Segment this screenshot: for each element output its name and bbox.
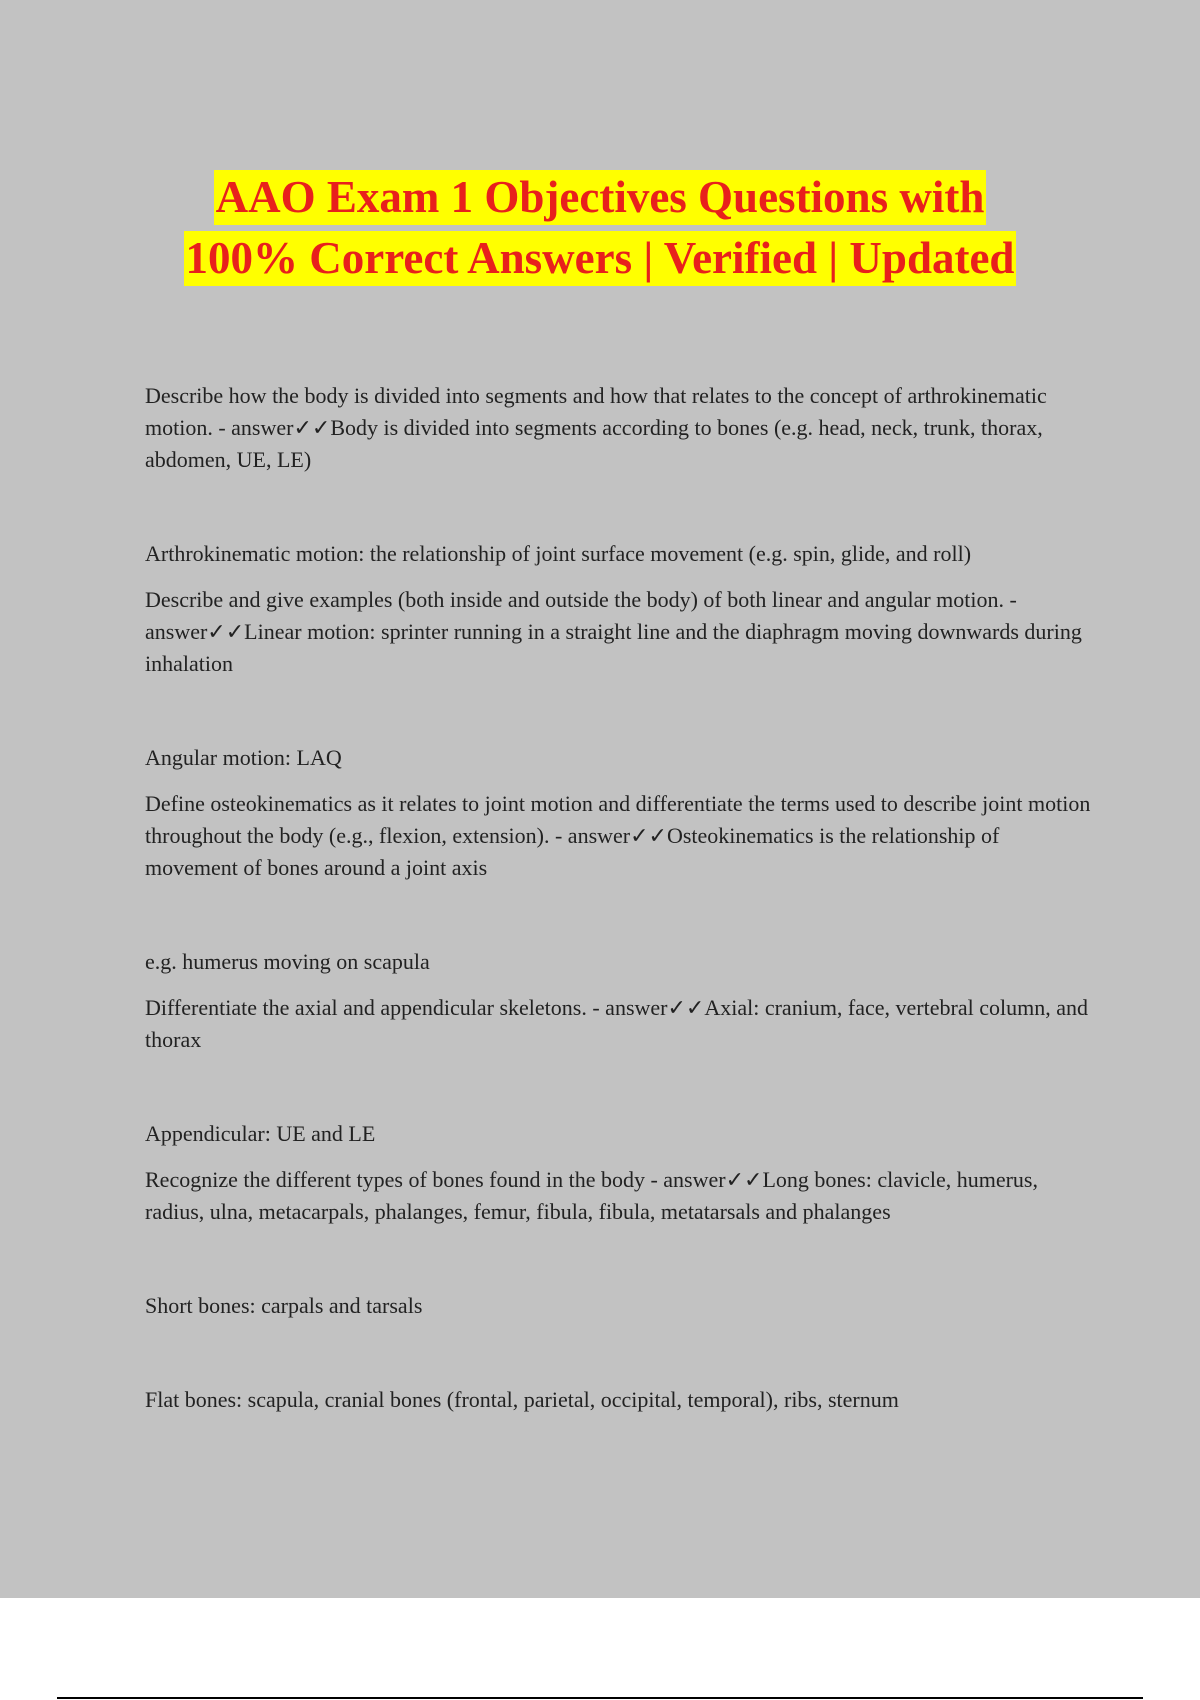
paragraph-skeletons-question: Differentiate the axial and appendicular skeletons. - answer✓✓Axial: cranium, face, vertebral column, and thorax — [145, 995, 1088, 1052]
paragraph-angular-motion: Angular motion: LAQ — [145, 745, 342, 770]
document-body — [145, 380, 1095, 1416]
paragraph-bones-question: Recognize the different types of bones found in the body - answer✓✓Long bones: clavicle, humerus, radius, ulna, metacarpals, phalanges, femur, fibula, fibula, metatarsals and phalanges — [145, 1167, 1038, 1224]
paragraph-appendicular: Appendicular: UE and LE — [145, 1121, 376, 1146]
paragraph-motion-question: Describe and give examples (both inside and outside the body) of both linear and angular motion. - answer✓✓Linear motion: sprinter running in a straight line and the diaphragm moving downwards during inhalation — [145, 587, 1082, 676]
paragraph-flat-bones: Flat bones: scapula, cranial bones (frontal, parietal, occipital, temporal), ribs, sternum — [145, 1387, 899, 1412]
paragraph-humerus-example: e.g. humerus moving on scapula — [145, 949, 430, 974]
paragraph-arthrokinematic: Arthrokinematic motion: the relationship of joint surface movement (e.g. spin, glide, and roll) — [145, 541, 972, 566]
paragraph-osteokinematics-question: Define osteokinematics as it relates to joint motion and differentiate the terms used to describe joint motion throughout the body (e.g., flexion, extension). - answer✓✓Osteokinematics is the relationship of movement of bones around a joint axis — [145, 791, 1091, 880]
title-line-2: 100% Correct Answers | Verified | Updated — [184, 231, 1017, 286]
title-line-1: AAO Exam 1 Objectives Questions with — [214, 170, 987, 225]
paragraph-segments-question: Describe how the body is divided into segments and how that relates to the concept of arthrokinematic motion. - answer✓✓Body is divided into segments according to bones (e.g. head, neck, trunk, thorax, abdomen, UE, LE) — [145, 383, 1047, 472]
paragraph-short-bones: Short bones: carpals and tarsals — [145, 1293, 423, 1318]
document-title — [0, 170, 1200, 292]
footer-divider — [57, 1697, 1143, 1699]
